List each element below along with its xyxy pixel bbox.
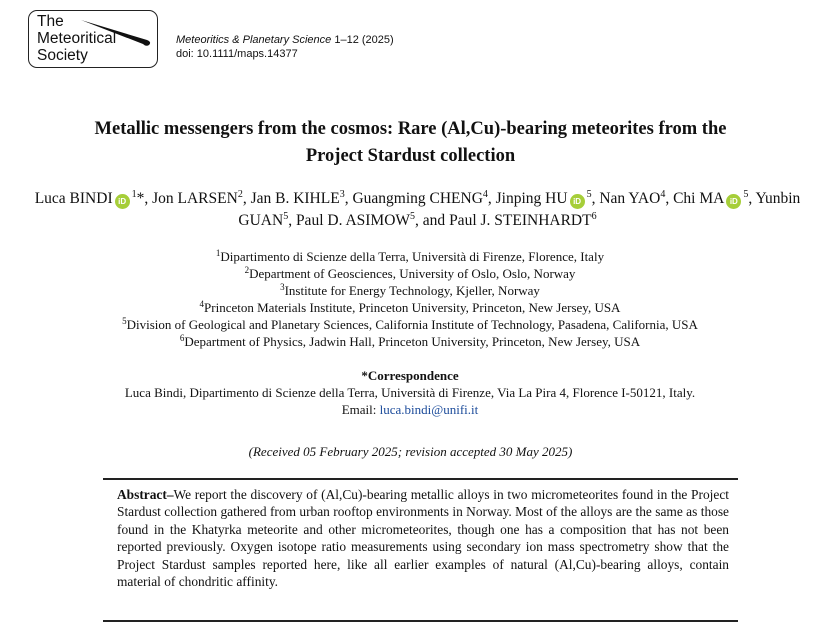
corresponding-author-mark: * (136, 190, 145, 207)
email-label: Email: (341, 402, 377, 417)
orcid-icon[interactable]: iD (570, 194, 585, 209)
author-affiliation-number: 5 (410, 211, 416, 222)
affiliation-text: Division of Geological and Planetary Sciences, California Institute of Technology, Pasadena, California, USA (126, 317, 698, 332)
abstract-bottom-rule (103, 620, 738, 622)
title-line-1: Metallic messengers from the cosmos: Rare (Al,Cu)-bearing meteorites from the (94, 119, 727, 139)
affiliation-number: 2 (244, 265, 250, 275)
author-list (30, 188, 805, 232)
author-name[interactable]: Nan YAO (599, 190, 661, 207)
author-separator: , (288, 212, 293, 229)
logo-line-3: Society (37, 47, 88, 64)
title-line-2: Project Stardust collection (305, 146, 516, 166)
affiliation (60, 333, 760, 350)
affiliation-list (60, 248, 760, 350)
author-name[interactable]: Yunbin GUAN (238, 190, 801, 229)
author-separator: , (144, 190, 149, 207)
paper-title (40, 116, 781, 170)
author-affiliation-number: 6 (591, 211, 597, 222)
author-separator: , (591, 190, 596, 207)
author-separator: , (748, 190, 753, 207)
author (251, 190, 349, 207)
logo-line-2: Meteoritical (37, 30, 117, 47)
journal-info (176, 33, 394, 61)
journal-pages: 1–12 (2025) (334, 34, 394, 46)
author-name[interactable]: Jan B. KIHLE (250, 190, 340, 207)
affiliation-text: Dipartimento di Scienze della Terra, Università di Firenze, Florence, Italy (220, 249, 605, 264)
abstract-label: Abstract– (117, 487, 174, 502)
author-affiliation-number: 5 (283, 211, 289, 222)
author-name[interactable]: Paul D. ASIMOW (295, 212, 411, 229)
affiliation (60, 248, 760, 265)
author (673, 190, 752, 207)
affiliation-number: 4 (199, 299, 205, 309)
author-affiliation-number: 1 (131, 189, 137, 200)
journal-name: Meteoritics & Planetary Science (176, 34, 332, 46)
abstract-top-rule (103, 478, 738, 480)
correspondence-address: Luca Bindi, Dipartimento di Scienze della Terra, Università di Firenze, Via La Pira 4, Florence I-50121, Italy. (124, 385, 696, 400)
author-separator: , (487, 190, 492, 207)
author (599, 190, 669, 207)
affiliation-number: 6 (179, 333, 185, 343)
author-affiliation-number: 4 (660, 189, 666, 200)
author-separator: , (242, 190, 247, 207)
author-name[interactable]: Guangming CHENG (352, 190, 483, 207)
author-name[interactable]: Paul J. STEINHARDT (449, 212, 592, 229)
author-affiliation-number: 2 (237, 189, 243, 200)
orcid-icon[interactable]: iD (726, 194, 741, 209)
author (152, 190, 247, 207)
author (296, 212, 445, 229)
received-dates: (Received 05 February 2025; revision accepted 30 May 2025) (248, 444, 573, 459)
journal-doi[interactable]: doi: 10.1111/maps.14377 (176, 48, 298, 60)
author-separator: , (344, 190, 349, 207)
affiliation (60, 282, 760, 299)
affiliation-text: Department of Geosciences, University of Oslo, Oslo, Norway (249, 266, 576, 281)
author-affiliation-number: 3 (339, 189, 345, 200)
correspondence-heading: *Correspondence (361, 368, 459, 383)
author-affiliation-number: 5 (743, 189, 749, 200)
correspondence (30, 367, 790, 418)
author-name[interactable]: Jinping HU (495, 190, 568, 207)
abstract-text: We report the discovery of (Al,Cu)-bearing metallic alloys in two micrometeorites found in the Project Stardust collection gathered from urban rooftop environments in Norway. Most of the alloys are the same as those found in the Khatyrka meteorite and other micrometeorites, though one has a composition that has not been reported previously. Oxygen isotope ratio measurements using secondary ion mass spectrometry show that the Project Stardust samples reported here, like all earlier examples of natural (Al,Cu)-bearing alloys, contain material of chondritic affinity. (117, 487, 729, 590)
author-affiliation-number: 5 (586, 189, 592, 200)
abstract (117, 486, 729, 590)
affiliation-number: 5 (122, 316, 127, 326)
affiliation (60, 299, 760, 316)
author-name[interactable]: Chi MA (673, 190, 725, 207)
affiliation (60, 316, 760, 333)
affiliation-number: 1 (215, 248, 221, 258)
author (496, 190, 596, 207)
affiliation-text: Department of Physics, Jadwin Hall, Princeton University, Princeton, New Jersey, USA (184, 334, 641, 349)
author-name[interactable]: Jon LARSEN (152, 190, 238, 207)
orcid-icon[interactable]: iD (115, 194, 130, 209)
author-separator: , (665, 190, 670, 207)
email-link[interactable]: luca.bindi@unifi.it (379, 402, 479, 417)
author (352, 190, 491, 207)
author (449, 212, 597, 229)
affiliation-number: 3 (280, 282, 285, 292)
affiliation-text: Princeton Materials Institute, Princeton University, Princeton, New Jersey, USA (204, 300, 621, 315)
affiliation-text: Institute for Energy Technology, Kjeller, Norway (284, 283, 540, 298)
meteoritical-society-logo (28, 10, 158, 68)
author-affiliation-number: 4 (482, 189, 488, 200)
author-separator: , and (415, 212, 446, 229)
affiliation (60, 265, 760, 282)
author (35, 190, 149, 207)
author-name[interactable]: Luca BINDI (34, 190, 113, 207)
logo-line-1: The (37, 13, 64, 30)
